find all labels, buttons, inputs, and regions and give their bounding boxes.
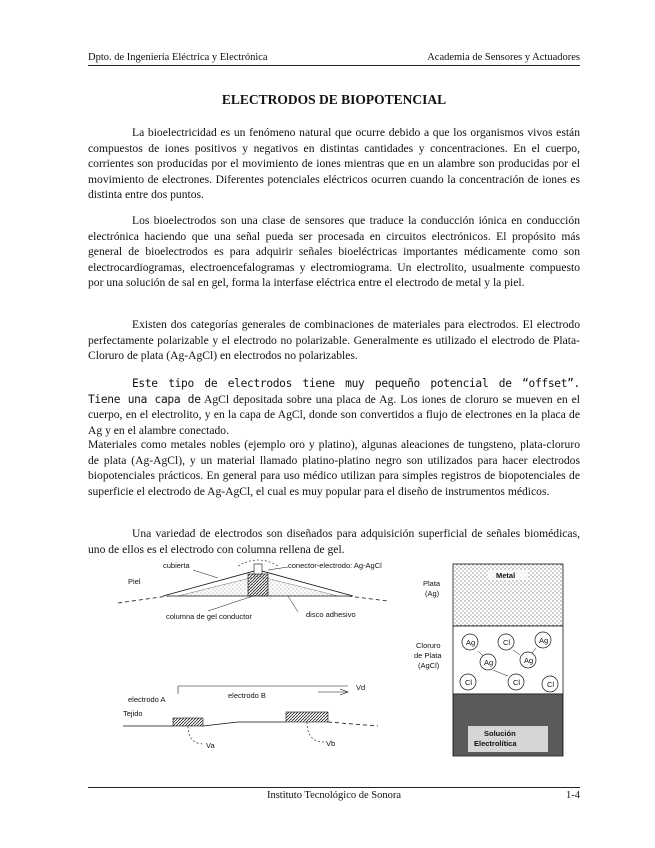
ion-cl-2-label: Cl	[465, 678, 473, 687]
page-title: ELECTRODOS DE BIOPOTENCIAL	[221, 92, 447, 107]
electrode-figure	[88, 556, 580, 766]
electrode-b-body	[286, 712, 328, 722]
label-metal: Metal	[496, 571, 516, 580]
electrode-figure-svg	[88, 556, 580, 766]
label-silver-symbol: (Ag)	[425, 589, 440, 598]
label-tissue: Tejido	[123, 709, 143, 718]
header-rule	[88, 65, 580, 66]
paragraph-bioelectrodes: Los bioelectrodos son una clase de sensores que traduce la conducción iónica en conducción electrónica haciendo que una señal pueda ser procesada en circuitos electrónicos. El propósito más general de bioelectrodos es para adquirir señales bioeléctricas importantes médicamente como son electrocardiogramas, electroencefalogramas y electromiograma. Un electrolito, usualmente compuesto por una solución de sal en gel, forma la interfase eléctrica entre el electrodo de metal y la piel.	[88, 214, 580, 289]
paragraph-offset-rest: AgCl depositada sobre una placa de Ag. Los iones de cloruro se mueven en el cuerpo, en el electrolito, y en la capa de AgCl, donde son convertidos a flujo de electrones en la placa de Ag y en el alambre conectado.	[88, 392, 580, 437]
footer-institute: Instituto Tecnológico de Sonora	[266, 790, 402, 801]
paragraph-materials: Materiales como metales nobles (ejemplo oro y platino), algunas aleaciones de tungsteno, plata-cloruro de plata (Ag-AgCl), y un material llamado platino-platino negro son utilizados para hacer electrodos biopotenciales prácticos. En general para uso médico utilizan para simples registros de biopotenciales de superficie el electrodo de Ag-AgCl, el cual es muy popular para el diseño de instrumentos médicos.	[88, 438, 580, 498]
tissue-electrodes-diagram	[123, 683, 378, 750]
paragraph-offset	[88, 376, 580, 438]
label-of-silver: de Plata	[414, 651, 442, 660]
label-vd: Vd	[356, 683, 366, 692]
label-adhesive-disc: disco adhesivo	[306, 610, 356, 619]
label-agcl: (AgCl)	[418, 661, 440, 670]
label-solution: Solución	[484, 729, 516, 738]
ion-cl-3-label: Cl	[513, 678, 521, 687]
skin-line-right	[348, 596, 388, 601]
label-silver: Plata	[423, 579, 441, 588]
label-electrolytic: Electrolítica	[474, 739, 517, 748]
page-number: 1-4	[566, 790, 580, 801]
label-chloride: Cloruro	[416, 641, 441, 650]
label-gel-column: columna de gel conductor	[166, 612, 252, 621]
label-vb: Vb	[326, 739, 336, 748]
ag-agcl-structure-diagram	[414, 564, 563, 756]
label-va: Va	[206, 741, 215, 750]
header-department: Dpto. de Ingeniería Eléctrica y Electrónica	[88, 52, 268, 63]
ion-ag-1-label: Ag	[466, 638, 476, 647]
paragraph-bioelectricity: La bioelectricidad es un fenómeno natural que ocurre debido a que los organismos vivos están compuestos de iones positivos y negativos en distintas cantidades y concentraciones. En el cuerpo, corrientes son producidas por el movimiento de iones mientras que en un alambre son producidas por el movimiento de electrones. Diferentes potenciales eléctricos ocurren cuando la concentración de iones es distinta entre dos puntos.	[88, 126, 580, 201]
paragraph-categories: Existen dos categorías generales de combinaciones de materiales para electrodos. El electrodo perfectamente polarizable y el electrodo no polarizable. Generalmente es utilizado el electrodo de Plata-Cloruro de plata (Ag-AgCl) en electrodos no polarizables.	[88, 318, 580, 362]
skin-line-left	[118, 596, 168, 603]
ion-ag-3-label: Ag	[484, 658, 494, 667]
electrode-a-body	[173, 718, 203, 726]
ion-ag-2-label: Ag	[539, 636, 549, 645]
ion-cl-4-label: Cl	[547, 680, 555, 689]
header-academy: Academia de Sensores y Actuadores	[427, 52, 580, 63]
label-skin: Piel	[128, 577, 141, 586]
connector-snap	[254, 564, 262, 574]
paragraph-variety: Una variedad de electrodos son diseñados para adquisición superficial de señales biomédicas, uno de ellos es el electrodo con columna rellena de gel.	[88, 527, 580, 556]
ion-cl-1-label: Cl	[503, 638, 511, 647]
footer-rule	[88, 787, 580, 788]
label-electrode-a: electrodo A	[128, 695, 166, 704]
gel-column	[248, 574, 268, 596]
paragraph-offset-lead: Este tipo de electrodos tiene muy pequeño potencial de “offset”. Tiene una capa de	[88, 377, 580, 406]
label-cover: cubierta	[163, 561, 190, 570]
ion-ag-4-label: Ag	[524, 656, 534, 665]
label-electrode-b: electrodo B	[228, 691, 266, 700]
gel-electrode-diagram	[118, 560, 388, 621]
label-connector: conector-electrodo: Ag-AgCl	[288, 561, 382, 570]
